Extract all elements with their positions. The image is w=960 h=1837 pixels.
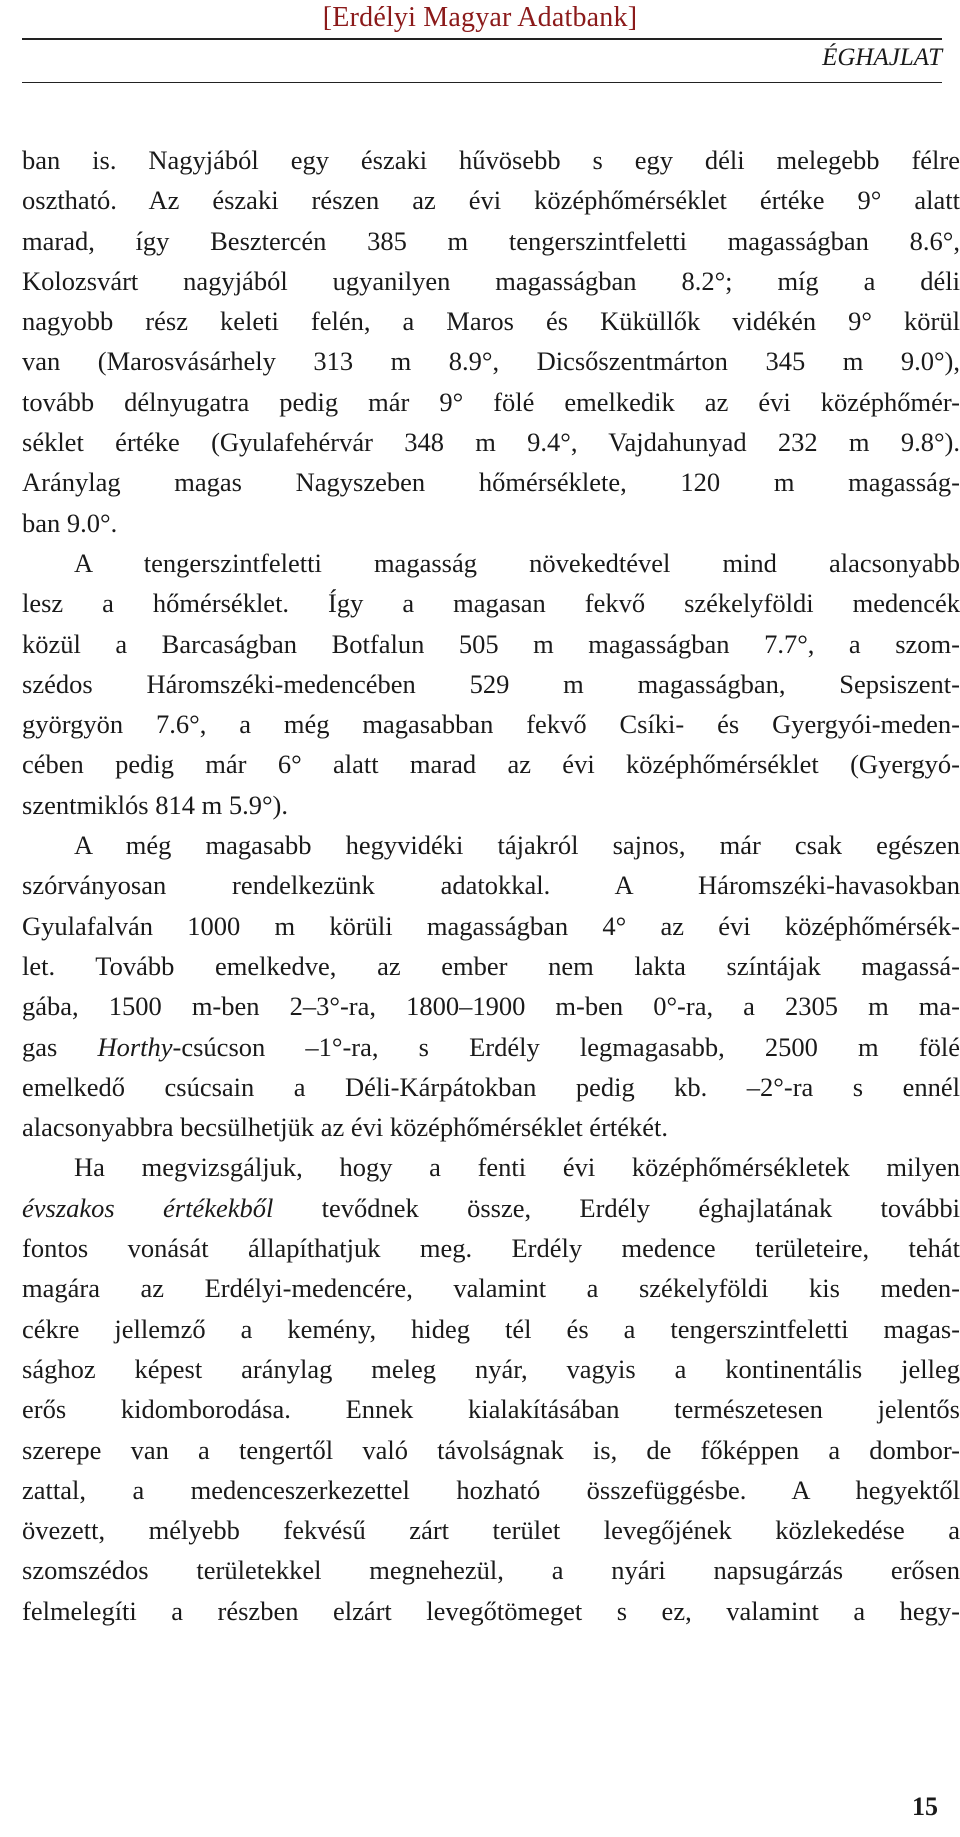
header-rule-bottom	[22, 82, 942, 83]
text-line: cékre jellemző a kemény, hideg tél és a tengerszintfeletti magas-	[22, 1313, 960, 1344]
text-line: gába, 1500 m-ben 2–3°-ra, 1800–1900 m-ben 0°-ra, a 2305 m ma-	[22, 991, 960, 1022]
text-line: szentmiklós 814 m 5.9°).	[22, 789, 289, 820]
text-line: közül a Barcaságban Botfalun 505 m magasságban 7.7°, a szom-	[22, 628, 960, 659]
text-line: Aránylag magas Nagyszeben hőmérséklete, 120 m magasság-	[22, 467, 960, 498]
text-line: évszakos értékekből tevődnek össze, Erdély éghajlatának további	[22, 1192, 960, 1223]
text-line: A tengerszintfeletti magasság növekedtével mind alacsonyabb	[74, 547, 960, 578]
body-text	[22, 140, 960, 1631]
text-line: cében pedig már 6° alatt marad az évi középhőmérséklet (Gyergyó-	[22, 749, 960, 780]
text-line: emelkedő csúcsain a Déli-Kárpátokban pedig kb. –2°-ra s ennél	[22, 1071, 960, 1102]
text-line: szédos Háromszéki-medencében 529 m magasságban, Sepsiszent-	[22, 668, 960, 699]
text-line: övezett, mélyebb fekvésű zárt terület levegőjének közlekedése a	[22, 1515, 960, 1546]
text-line: Gyulafalván 1000 m körüli magasságban 4° az évi középhőmérsék-	[22, 910, 960, 941]
text-line: sághoz képest aránylag meleg nyár, vagyis a kontinentális jelleg	[22, 1353, 960, 1384]
text-line: tovább délnyugatra pedig már 9° fölé emelkedik az évi középhőmér-	[22, 386, 960, 417]
text-line: erős kidomborodása. Ennek kialakításában természetesen jelentős	[22, 1394, 960, 1425]
text-line: let. Tovább emelkedve, az ember nem lakta színtájak magassá-	[22, 950, 960, 981]
text-line: lesz a hőmérséklet. Így a magasan fekvő székelyföldi medencék	[22, 588, 960, 619]
text-line: Ha megvizsgáljuk, hogy a fenti évi középhőmérsékletek milyen	[74, 1152, 960, 1183]
text-line: Kolozsvárt nagyjából ugyanilyen magasságban 8.2°; míg a déli	[22, 265, 960, 296]
section-title: ÉGHAJLAT	[822, 44, 942, 71]
site-title[interactable]: [Erdélyi Magyar Adatbank]	[322, 2, 638, 33]
text-line: séklet értéke (Gyulafehérvár 348 m 9.4°, Vajdahunyad 232 m 9.8°).	[22, 427, 960, 458]
text-line: szerepe van a tengertől való távolságnak is, de főképpen a dombor-	[22, 1434, 960, 1465]
text-line: magára az Erdélyi-medencére, valamint a székelyföldi kis meden-	[22, 1273, 960, 1304]
text-line: marad, így Besztercén 385 m tengerszintfeletti magasságban 8.6°,	[22, 225, 960, 256]
text-line: györgyön 7.6°, a még magasabban fekvő Csíki- és Gyergyói-meden-	[22, 709, 960, 740]
text-line: osztható. Az északi részen az évi középhőmérséklet értéke 9° alatt	[22, 185, 960, 216]
text-line: alacsonyabbra becsülhetjük az évi középhőmérséklet értékét.	[22, 1112, 669, 1143]
page-number: 15	[912, 1792, 938, 1821]
text-line: gas Horthy-csúcson –1°-ra, s Erdély legmagasabb, 2500 m fölé	[22, 1031, 960, 1062]
text-line: felmelegíti a részben elzárt levegőtömeget s ez, valamint a hegy-	[22, 1595, 960, 1626]
page-header	[0, 0, 960, 85]
header-rule-top	[22, 38, 942, 40]
text-line: van (Marosvásárhely 313 m 8.9°, Dicsőszentmárton 345 m 9.0°),	[22, 346, 960, 377]
text-line: A még magasabb hegyvidéki tájakról sajnos, már csak egészen	[74, 830, 960, 861]
text-line: szomszédos területekkel megnehezül, a nyári napsugárzás erősen	[22, 1555, 960, 1586]
text-line: ban 9.0°.	[22, 507, 118, 538]
text-line: ban is. Nagyjából egy északi hűvösebb s egy déli melegebb félre	[22, 145, 960, 175]
text-line: szórványosan rendelkezünk adatokkal. A Háromszéki-havasokban	[22, 870, 960, 901]
text-line: nagyobb rész keleti felén, a Maros és Küküllők vidékén 9° körül	[22, 306, 960, 337]
text-line: fontos vonását állapíthatjuk meg. Erdély medence területeire, tehát	[22, 1233, 960, 1264]
text-line: zattal, a medenceszerkezettel hozható összefüggésbe. A hegyektől	[22, 1474, 960, 1505]
